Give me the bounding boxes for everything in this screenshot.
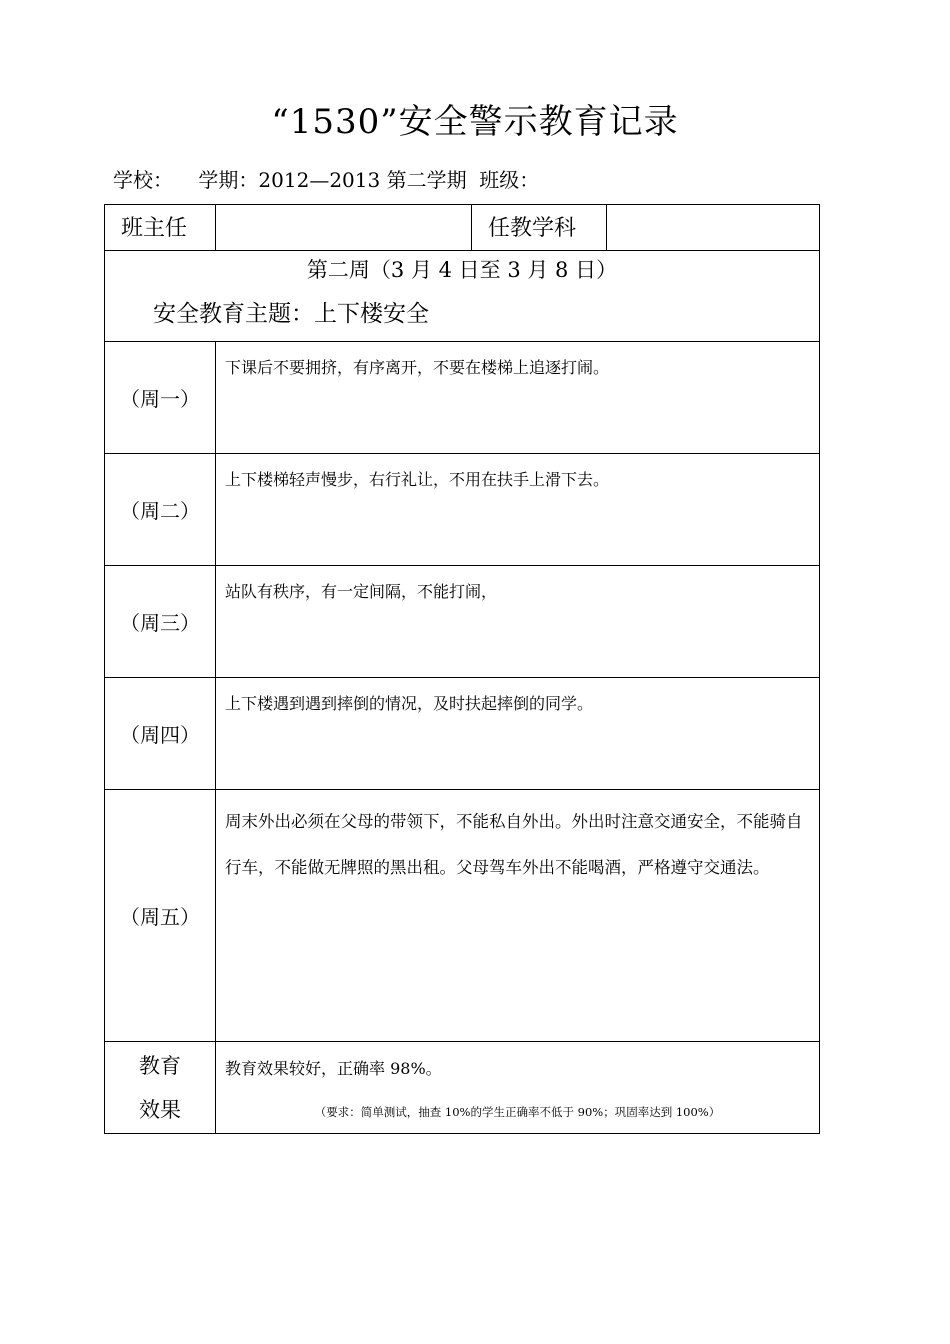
effect-content-cell — [216, 1042, 820, 1134]
requirement-note: （要求：简单测试，抽查 10%的学生正确率不低于 90%；巩固率达到 100%） — [314, 1105, 721, 1119]
week-cell — [105, 251, 820, 342]
day-row-monday — [105, 342, 820, 454]
school-term-class-line: 学校： 学期：2012—2013 第二学期 班级： — [113, 168, 540, 192]
header-row — [105, 205, 820, 251]
day-row-wednesday — [105, 566, 820, 678]
subject-label: 任教学科 — [472, 205, 607, 251]
day-label: （周二） — [105, 454, 216, 566]
subject-value — [607, 205, 820, 251]
safety-topic: 安全教育主题：上下楼安全 — [153, 301, 429, 327]
day-content: 上下楼遇到遇到摔倒的情况，及时扶起摔倒的同学。 — [216, 678, 820, 790]
page-title: “1530”安全警示教育记录 — [271, 102, 679, 142]
head-teacher-label: 班主任 — [105, 205, 216, 251]
day-content: 上下楼梯轻声慢步，右行礼让，不用在扶手上滑下去。 — [216, 454, 820, 566]
week-row — [105, 251, 820, 342]
effect-row — [105, 1042, 820, 1134]
day-row-friday — [105, 790, 820, 1042]
day-label: （周一） — [105, 342, 216, 454]
effect-content: 教育效果较好，正确率 98%。 — [225, 1059, 442, 1078]
day-content: 站队有秩序，有一定间隔，不能打闹， — [216, 566, 820, 678]
effect-label — [105, 1042, 216, 1134]
day-row-tuesday — [105, 454, 820, 566]
day-label: （周三） — [105, 566, 216, 678]
record-table — [104, 204, 820, 1134]
day-label: （周四） — [105, 678, 216, 790]
head-teacher-value — [216, 205, 472, 251]
day-content: 周末外出必须在父母的带领下，不能私自外出。外出时注意交通安全，不能骑自行车，不能做无牌照的黑出租。父母驾车外出不能喝酒，严格遵守交通法。 — [216, 790, 820, 1042]
effect-label-line2: 效果 — [139, 1097, 181, 1122]
day-row-thursday — [105, 678, 820, 790]
week-range: 第二周（3 月 4 日至 3 月 8 日） — [306, 258, 618, 282]
day-content: 下课后不要拥挤，有序离开，不要在楼梯上追逐打闹。 — [216, 342, 820, 454]
effect-label-line1: 教育 — [139, 1053, 181, 1078]
day-label: （周五） — [105, 790, 216, 1042]
